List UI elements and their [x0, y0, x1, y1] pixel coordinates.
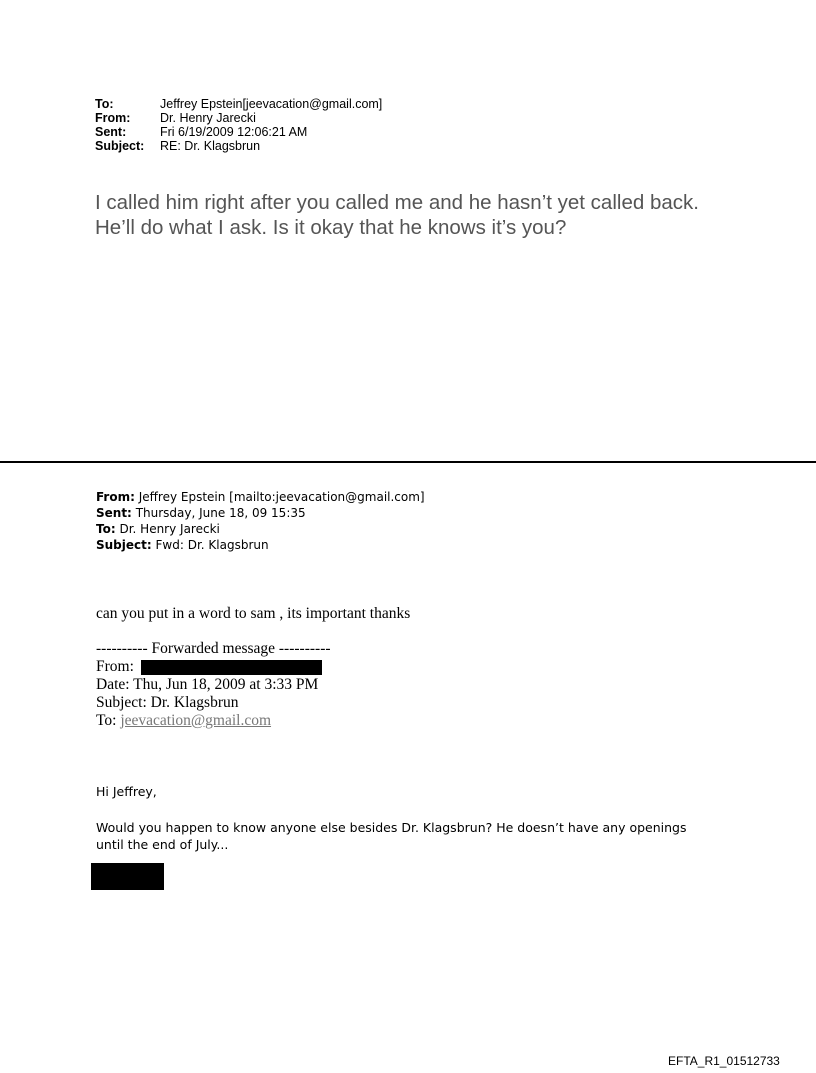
email-link[interactable]: jeevacation@gmail.com: [120, 712, 272, 729]
header-key: From:: [95, 111, 131, 125]
forwarded-to-label: To:: [96, 712, 117, 729]
original-message: Would you happen to know anyone else besides Dr. Klagsbrun? He doesn’t have any openings until the end of July...: [96, 820, 687, 852]
email1-header-from: [95, 111, 382, 125]
forwarded-from-label: From:: [96, 658, 134, 675]
forwarded-date: Date: Thu, Jun 18, 2009 at 3:33 PM: [96, 676, 319, 693]
document-id: EFTA_R1_01512733: [668, 1054, 780, 1068]
header-value: Jeffrey Epstein [mailto:jeevacation@gmail.com]: [138, 490, 425, 504]
header-value: Fri 6/19/2009 12:06:21 AM: [160, 125, 308, 139]
email1-header-subject: [95, 139, 382, 153]
header-value: RE: Dr. Klagsbrun: [160, 139, 261, 153]
header-key: To:: [95, 97, 114, 111]
header-value: Dr. Henry Jarecki: [119, 522, 220, 536]
email1-header-to: [95, 97, 382, 111]
header-key: From:: [96, 490, 135, 504]
email2-header: [96, 489, 425, 553]
email2-body: can you put in a word to sam , its important thanks: [96, 605, 411, 622]
divider: [0, 461, 816, 463]
signature-redaction: [91, 863, 164, 890]
header-key: Sent:: [95, 125, 127, 139]
forwarded-message: [96, 640, 331, 730]
email2-header-sent: [96, 505, 425, 521]
forwarded-to: [96, 712, 331, 730]
email2-header-from: [96, 489, 425, 505]
header-value: Dr. Henry Jarecki: [160, 111, 256, 125]
header-key: Subject:: [96, 538, 152, 552]
redaction-block: [141, 660, 322, 675]
greeting: Hi Jeffrey,: [96, 784, 157, 799]
header-value: Jeffrey Epstein[jeevacation@gmail.com]: [160, 97, 383, 111]
email2-header-to: [96, 521, 425, 537]
header-key: Subject:: [95, 139, 145, 153]
forwarded-from: [96, 658, 331, 676]
forwarded-subject: Subject: Dr. Klagsbrun: [96, 694, 239, 711]
forwarded-banner: ---------- Forwarded message ----------: [96, 640, 331, 657]
header-value: Thursday, June 18, 09 15:35: [135, 506, 306, 520]
email2-header-subject: [96, 537, 425, 553]
header-key: To:: [96, 522, 116, 536]
email1-body: I called him right after you called me and he hasn’t yet called back. He’ll do what I ask. Is it okay that he knows it’s you?: [95, 191, 699, 239]
header-key: Sent:: [96, 506, 132, 520]
email1-header: [95, 97, 382, 153]
header-value: Fwd: Dr. Klagsbrun: [155, 538, 269, 552]
email1-header-sent: [95, 125, 382, 139]
